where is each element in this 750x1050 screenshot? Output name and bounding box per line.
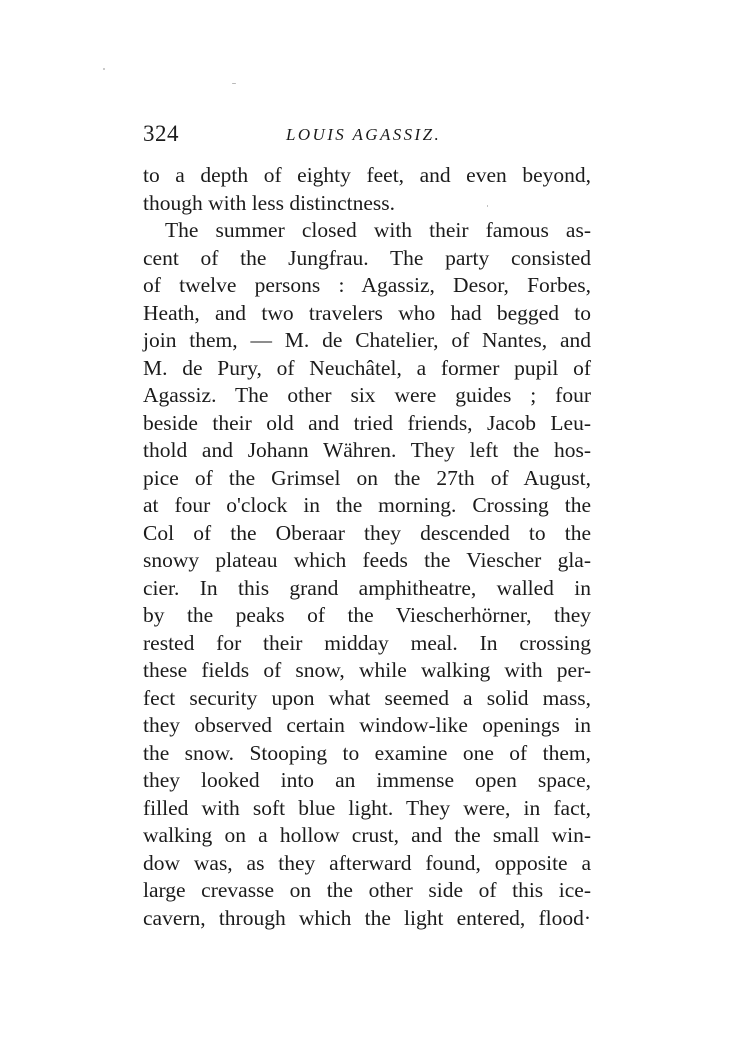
text-line: pice of the Grimsel on the 27th of August, bbox=[143, 465, 591, 490]
text-line: to a depth of eighty feet, and even beyond, bbox=[143, 163, 591, 187]
text-line: they looked into an immense open space, bbox=[143, 768, 591, 792]
text-line: of twelve persons : Agassiz, Desor, Forbes, bbox=[143, 273, 591, 297]
running-title: LOUIS AGASSIZ. bbox=[286, 125, 442, 144]
text-line: large crevasse on the other side of this ice- bbox=[143, 878, 591, 902]
text-line: these fields of snow, while walking with per- bbox=[143, 658, 591, 682]
text-line: they observed certain window-like openings in bbox=[143, 713, 591, 737]
running-head bbox=[143, 118, 593, 150]
scan-speck bbox=[103, 68, 105, 70]
text-line: by the peaks of the Viescherhörner, they bbox=[143, 603, 591, 627]
text-line: beside their old and tried friends, Jacob Leu- bbox=[143, 410, 591, 435]
text-line: fect security upon what seemed a solid mass, bbox=[143, 685, 591, 710]
scan-speck bbox=[232, 83, 236, 84]
text-line: dow was, as they afterward found, opposite a bbox=[143, 850, 591, 875]
text-line: rested for their midday meal. In crossing bbox=[143, 630, 591, 655]
page-number: 324 bbox=[143, 121, 179, 146]
text-line: walking on a hollow crust, and the small win- bbox=[143, 823, 591, 847]
text-line: thold and Johann Währen. They left the hos- bbox=[143, 438, 591, 462]
text-line: at four o'clock in the morning. Crossing the bbox=[143, 493, 591, 517]
text-line: the snow. Stooping to examine one of them, bbox=[143, 740, 591, 765]
text-line: cier. In this grand amphitheatre, walled in bbox=[143, 575, 591, 600]
text-line: join them, — M. de Chatelier, of Nantes, and bbox=[143, 328, 591, 352]
text-line: The summer closed with their famous as- bbox=[165, 218, 591, 242]
text-line: Agassiz. The other six were guides ; four bbox=[143, 383, 591, 407]
text-line: cent of the Jungfrau. The party consisted bbox=[143, 245, 591, 270]
scan-speck bbox=[487, 205, 488, 207]
text-line: Heath, and two travelers who had begged to bbox=[143, 300, 591, 325]
text-line: though with less distinctness. bbox=[143, 190, 396, 215]
text-line: snowy plateau which feeds the Viescher gla- bbox=[143, 548, 591, 572]
text-line: cavern, through which the light entered, flood· bbox=[143, 905, 591, 930]
text-line: M. de Pury, of Neuchâtel, a former pupil of bbox=[143, 355, 591, 380]
text-line: Col of the Oberaar they descended to the bbox=[143, 520, 591, 545]
text-line: filled with soft blue light. They were, in fact, bbox=[143, 795, 591, 820]
body-text bbox=[143, 162, 591, 932]
